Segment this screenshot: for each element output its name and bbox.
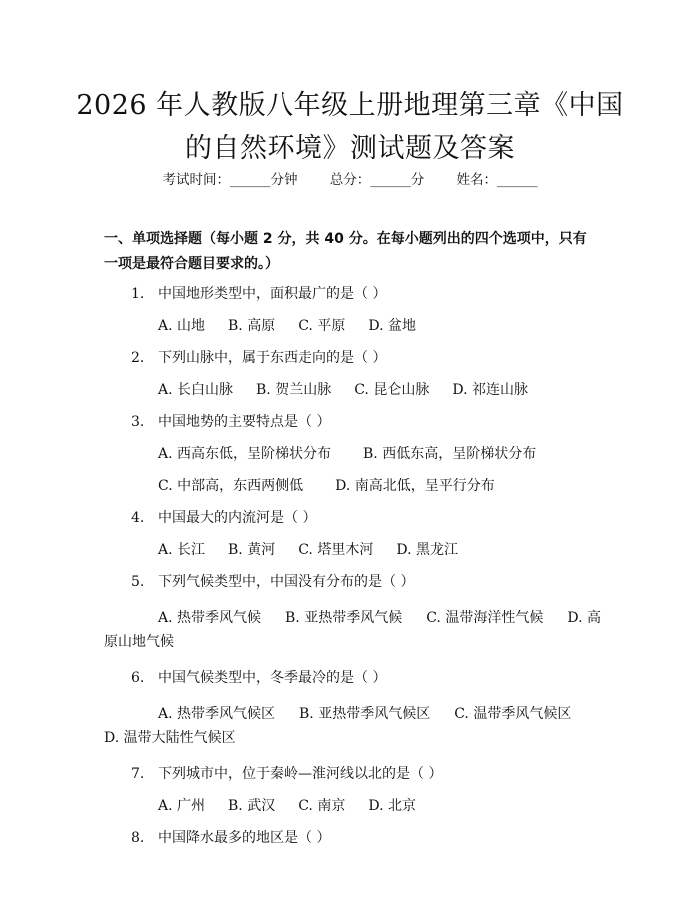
question-text: 下列城市中，位于秦岭—淮河线以北的是（ ） bbox=[158, 766, 443, 782]
option-a: A. 热带季风气候区 bbox=[158, 706, 276, 722]
student-name: 姓名：______ bbox=[456, 172, 538, 188]
exam-time: 考试时间：______分钟 bbox=[162, 172, 298, 188]
option-b: B. 黄河 bbox=[228, 542, 276, 558]
exam-score: 总分：______分 bbox=[329, 172, 425, 188]
question-number: 2. bbox=[131, 350, 145, 366]
question-number: 5. bbox=[131, 574, 145, 590]
question-text: 下列山脉中，属于东西走向的是（ ） bbox=[158, 350, 387, 366]
question-5-options bbox=[104, 598, 604, 662]
question-2 bbox=[104, 342, 604, 374]
option-a: A. 西高东低，呈阶梯状分布 bbox=[158, 446, 332, 462]
option-b: B. 西低东高，呈阶梯状分布 bbox=[363, 446, 537, 462]
question-2-options bbox=[104, 374, 604, 406]
option-d: D. 黑龙江 bbox=[396, 542, 458, 558]
question-number: 6. bbox=[131, 670, 145, 686]
question-7 bbox=[104, 758, 604, 790]
option-c: C. 塔里木河 bbox=[298, 542, 374, 558]
option-c: C. 平原 bbox=[298, 318, 346, 334]
question-3-options-row-1 bbox=[104, 438, 604, 470]
question-4-options bbox=[104, 534, 604, 566]
option-d: D. 祁连山脉 bbox=[452, 382, 528, 398]
question-4 bbox=[104, 502, 604, 534]
question-number: 1. bbox=[131, 286, 145, 302]
option-b: B. 武汉 bbox=[228, 798, 276, 814]
option-a: A. 山地 bbox=[158, 318, 206, 334]
option-d: D. 北京 bbox=[368, 798, 416, 814]
option-a: A. 长白山脉 bbox=[158, 382, 234, 398]
question-text: 中国最大的内流河是（ ） bbox=[158, 510, 317, 526]
option-b: B. 高原 bbox=[228, 318, 276, 334]
option-b: B. 贺兰山脉 bbox=[256, 382, 332, 398]
question-1 bbox=[104, 278, 604, 310]
question-5 bbox=[104, 566, 604, 598]
question-text: 下列气候类型中，中国没有分布的是（ ） bbox=[158, 574, 415, 590]
option-c: C. 南京 bbox=[298, 798, 346, 814]
question-number: 3. bbox=[131, 414, 145, 430]
option-c: C. 温带季风气候区 bbox=[454, 706, 572, 722]
option-a: A. 热带季风气候 bbox=[158, 610, 262, 626]
option-c: C. 昆仑山脉 bbox=[354, 382, 430, 398]
title-line-2: 的自然环境》测试题及答案 bbox=[185, 133, 515, 164]
question-8 bbox=[104, 822, 604, 854]
question-1-options bbox=[104, 310, 604, 342]
question-3 bbox=[104, 406, 604, 438]
question-number: 4. bbox=[131, 510, 145, 526]
question-6 bbox=[104, 662, 604, 694]
option-c: C. 中部高，东西两侧低 bbox=[158, 478, 304, 494]
question-list bbox=[104, 278, 604, 854]
option-d: D. 高原山地气候 bbox=[104, 610, 601, 650]
question-number: 8. bbox=[131, 830, 145, 846]
option-d: D. 南高北低，呈平行分布 bbox=[335, 478, 495, 494]
option-d: D. 温带大陆性气候区 bbox=[104, 730, 236, 746]
option-a: A. 长江 bbox=[158, 542, 206, 558]
document-title bbox=[0, 84, 700, 170]
question-text: 中国气候类型中，冬季最冷的是（ ） bbox=[158, 670, 387, 686]
option-a: A. 广州 bbox=[158, 798, 206, 814]
option-d: D. 盆地 bbox=[368, 318, 416, 334]
question-text: 中国地形类型中，面积最广的是（ ） bbox=[158, 286, 387, 302]
question-text: 中国地势的主要特点是（ ） bbox=[158, 414, 331, 430]
question-7-options bbox=[104, 790, 604, 822]
question-text: 中国降水最多的地区是（ ） bbox=[158, 830, 331, 846]
option-b: B. 亚热带季风气候区 bbox=[299, 706, 431, 722]
question-6-options bbox=[104, 694, 604, 758]
question-number: 7. bbox=[131, 766, 145, 782]
option-c: C. 温带海洋性气候 bbox=[426, 610, 544, 626]
title-line-1: 2026 年人教版八年级上册地理第三章《中国 bbox=[76, 90, 624, 121]
option-b: B. 亚热带季风气候 bbox=[285, 610, 403, 626]
section-heading: 一、单项选择题（每小题 2 分，共 40 分。在每小题列出的四个选项中，只有一项是最符合题目要求的。） bbox=[104, 231, 587, 272]
exam-info bbox=[0, 168, 700, 188]
question-3-options-row-2 bbox=[104, 470, 604, 502]
